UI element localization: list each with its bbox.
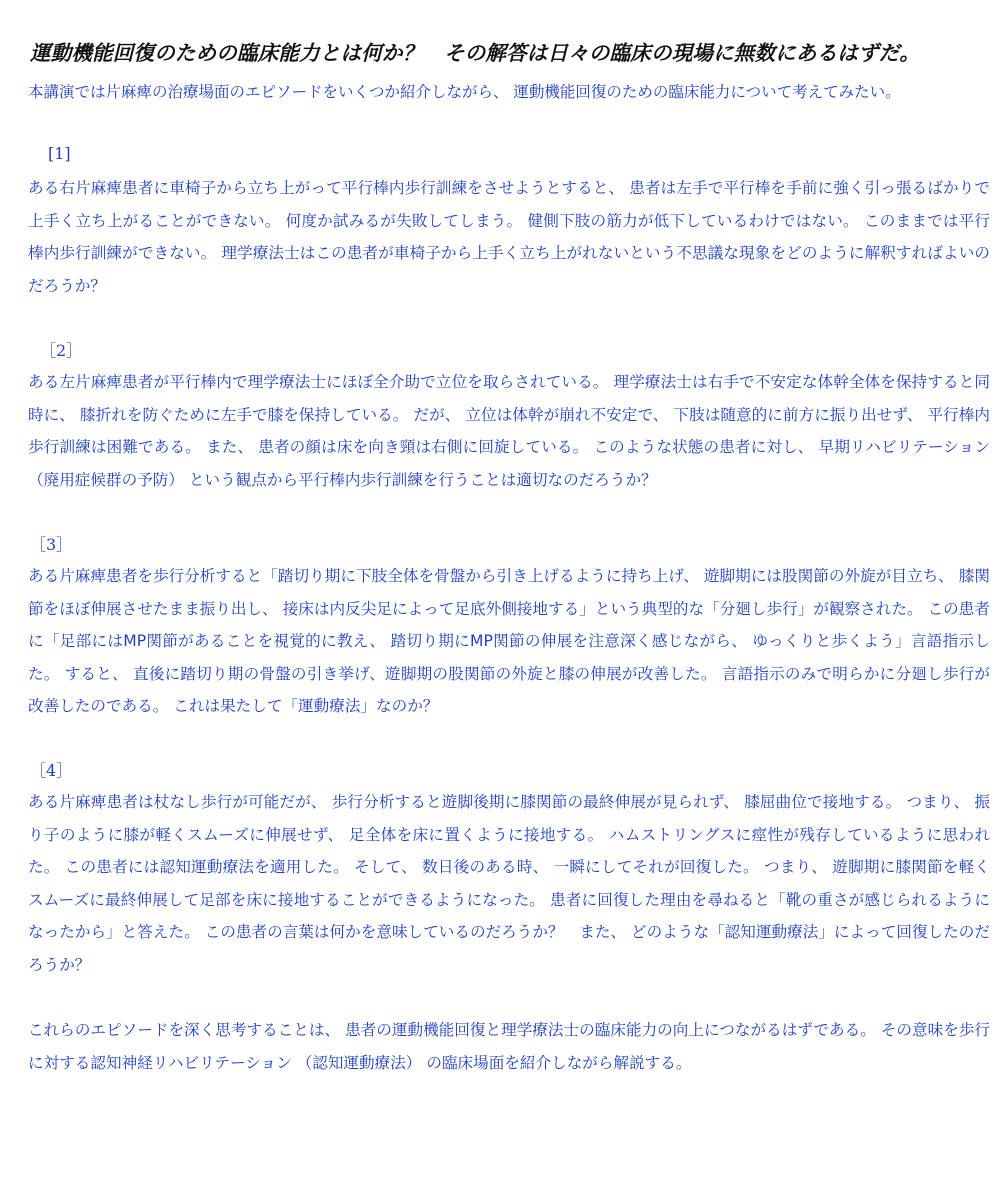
section-2-text: ある左片麻痺患者が平行棒内で理学療法士にほぼ全介助で立位を取らされている。 理学療法士は右手で不安定な体幹全体を保持すると同時に、 膝折れを防ぐために左手で膝を保持している。 だが、 立位は体幹が崩れ不安定で、 下肢は随意的に前方に振り出せず、 平行棒内歩行訓練は困難である。 また、 患者の顔は床を向き頸は右側に回旋している。 このような状態の患者に対し、 早期リハビリテーション （廃用症候群の予防） という観点から平行棒内歩行訓練を行うことは適切なのだろうか？	[28, 373, 990, 489]
section-4-text: ある片麻痺患者は杖なし歩行が可能だが、 歩行分析すると遊脚後期に膝関節の最終伸展が見られず、 膝屈曲位で接地する。 つまり、 振り子のように膝が軽くスムーズに伸展せず、 足全体を床に置くように接地する。 ハムストリングスに痙性が残存しているように思われた。 この患者には認知運動療法を適用した。 そして、 数日後のある時、 一瞬にしてそれが回復した。 つまり、 遊脚期に膝関節を軽くスムーズに最終伸展して足部を床に接地することができるようになった。 患者に回復した理由を尋ねると「靴の重さが感じられるようになったから」と答えた。 この患者の言葉は何かを意味しているのだろうか？ また、 どのような「認知運動療法」によって回復したのだろうか？	[28, 793, 990, 974]
section-1-label: [1]	[48, 144, 71, 163]
section-3-text: ある片麻痺患者を歩行分析すると「踏切り期に下肢全体を骨盤から引き上げるように持ち上げ、 遊脚期には股関節の外旋が目立ち、 膝関節をほぼ伸展させたまま振り出し、 接床は内反尖足によって足底外側接地する」という典型的な「分廻し歩行」が観察された。 この患者に「足部にはMP関節があることを視覚的に教え、 踏切り期にMP関節の伸展を注意深く感じながら、 ゆっくりと歩くよう」言語指示した。 すると、 直後に踏切り期の骨盤の引き挙げ、遊脚期の股関節の外旋と膝の伸展が改善した。 言語指示のみで明らかに分廻し歩行が改善したのである。 これは果たして「運動療法」なのか？	[28, 567, 990, 715]
section-4-label: ［4］	[30, 761, 73, 780]
conclusion-text: これらのエピソードを深く思考することは、 患者の運動機能回復と理学療法士の臨床能力の向上につながるはずである。 その意味を歩行に対する認知神経リハビリテーション （認知運動療法） の臨床場面を紹介しながら解説する。	[28, 1021, 990, 1072]
intro-text: 本講演では片麻痺の治療場面のエピソードをいくつか紹介しながら、 運動機能回復のための臨床能力について考えてみたい。	[28, 83, 901, 101]
section-1-text: ある右片麻痺患者に車椅子から立ち上がって平行棒内歩行訓練をさせようとすると、 患者は左手で平行棒を手前に強く引っ張るばかりで上手く立ち上がることができない。 何度か試みるが失敗してしまう。 健側下肢の筋力が低下しているわけではない。 このままでは平行棒内歩行訓練ができない。 理学療法士はこの患者が車椅子から上手く立ち上がれないという不思議な現象をどのように解釈すればよいのだろうか？	[28, 179, 990, 295]
section-3-label: ［3］	[30, 535, 73, 554]
page-title: 運動機能回復のための臨床能力とは何か？ その解答は日々の臨床の現場に無数にあるはずだ。	[30, 41, 921, 65]
section-2-label: ［2］	[40, 341, 83, 360]
